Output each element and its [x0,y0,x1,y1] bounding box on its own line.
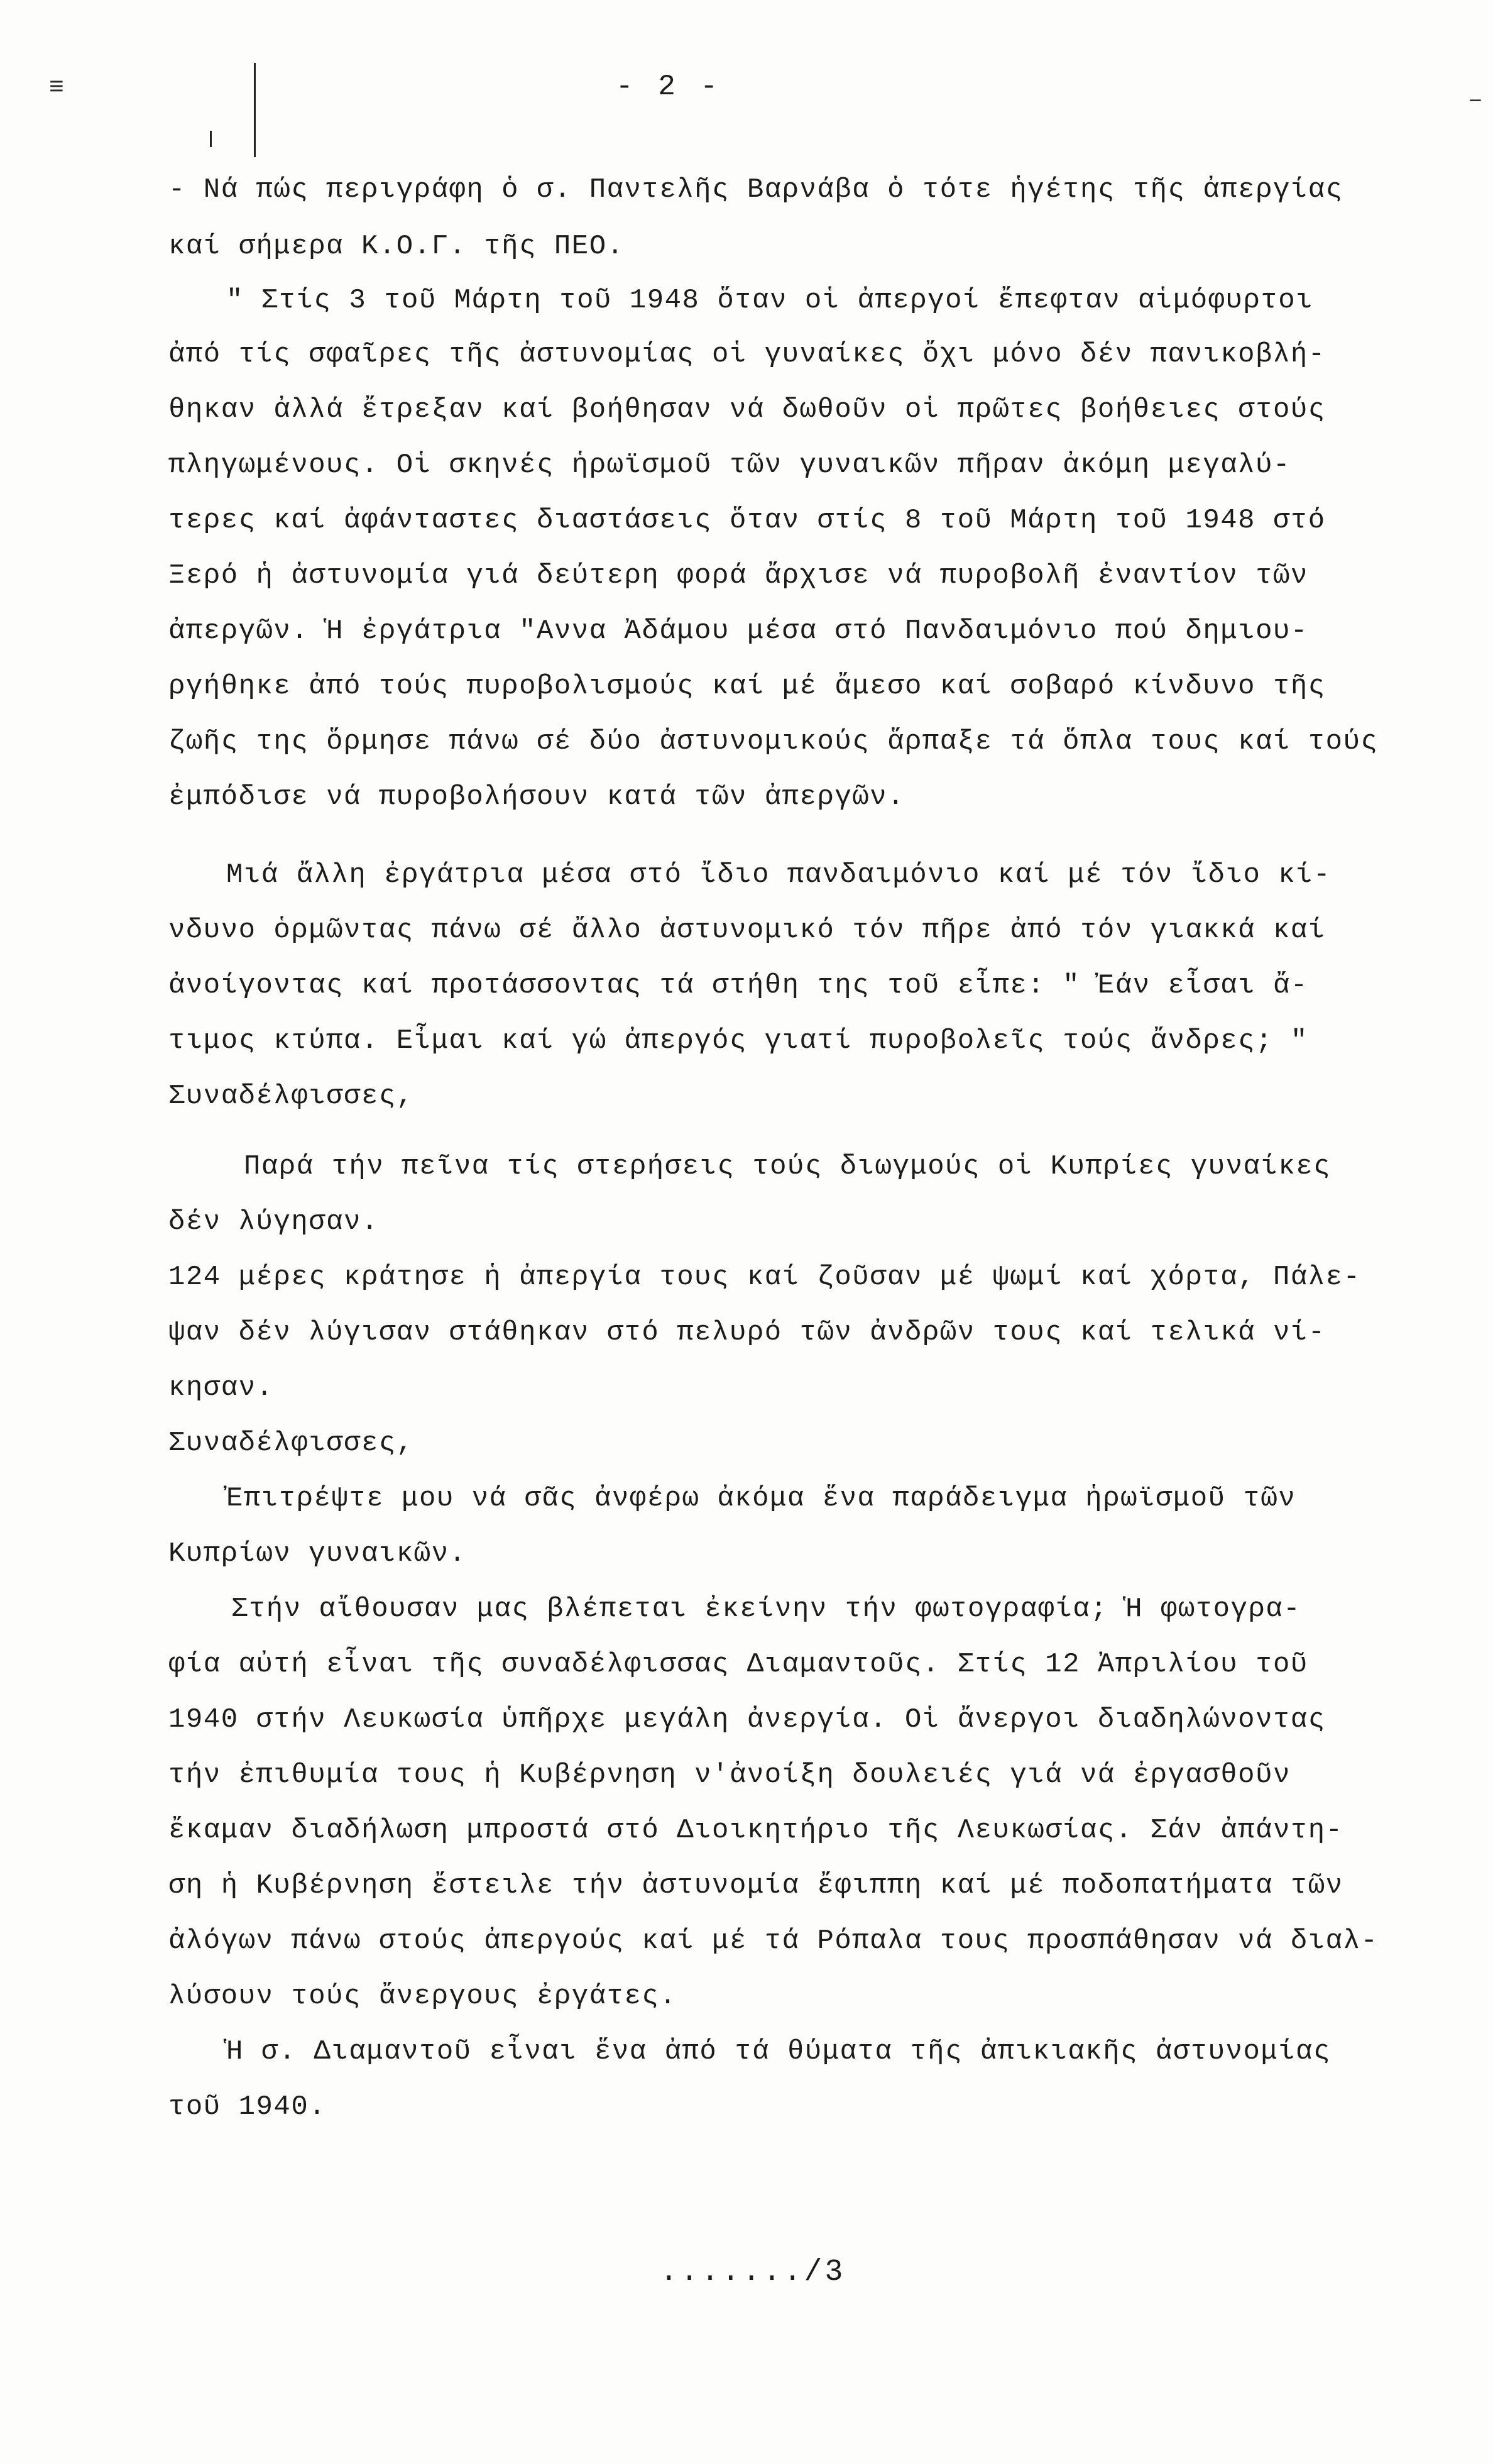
text-line: Ξερό ἡ ἀστυνομία γιά δεύτερη φορά ἄρχισε νά πυροβολῆ ἐναντίον τῶν [168,560,1308,591]
text-line: ἀλόγων πάνω στούς ἀπεργούς καί μέ τά Ρόπαλα τους προσπάθησαν νά διαλ- [168,1925,1379,1957]
margin-mark-top-left: ≡ [49,74,65,102]
text-line: τοῦ 1940. [168,2091,327,2123]
text-line: ζωῆς της ὅρμησε πάνω σέ δύο ἀστυνομικούς ἅρπαξε τά ὅπλα τους καί τούς [168,726,1379,757]
text-line: ἀνοίγοντας καί προτάσσοντας τά στήθη της τοῦ εἶπε: " Ἐάν εἶσαι ἄ- [168,970,1308,1001]
text-line: Συναδέλφισσες, [168,1081,414,1112]
text-line: ἐμπόδισε νά πυροβολήσουν κατά τῶν ἀπεργῶν. [168,781,905,813]
text-line: τήν ἐπιθυμία τους ἡ Κυβέρνηση ν'ἀνοίξη δουλειές γιά νά ἐργασθοῦν [168,1759,1291,1791]
text-line: Κυπρίων γυναικῶν. [168,1538,467,1570]
text-line: λύσουν τούς ἄνεργους ἐργάτες. [168,1981,677,2012]
text-line: Ἐπιτρέψτε μου νά σᾶς ἀνφέρω ἀκόμα ἕνα παράδειγμα ἡρωϊσμοῦ τῶν [226,1483,1296,1514]
text-line: τιμος κτύπα. Εἶμαι καί γώ ἀπεργός γιατί πυροβολεῖς τούς ἄνδρες; " [168,1025,1308,1057]
continuation-marker: ......./3 [660,2255,846,2289]
text-line: θηκαν ἀλλά ἔτρεξαν καί βοήθησαν νά δωθοῦν οἱ πρῶτες βοήθειες στούς [168,394,1326,426]
text-line: δέν λύγησαν. [168,1206,379,1238]
text-line: πληγωμένους. Οἱ σκηνές ἡρωϊσμοῦ τῶν γυναικῶν πῆραν ἀκόμη μεγαλύ- [168,449,1291,481]
text-line: ση ἡ Κυβέρνηση ἔστειλε τήν ἀστυνομία ἔφιππη καί μέ ποδοπατήματα τῶν [168,1870,1343,1901]
text-line: ργήθηκε ἀπό τούς πυροβολισμούς καί μέ ἄμεσο καί σοβαρό κίνδυνο τῆς [168,671,1326,702]
text-line: Συναδέλφισσες, [168,1427,414,1459]
margin-rule [254,63,256,157]
text-line: Μιά ἄλλη ἐργάτρια μέσα στό ἴδιο πανδαιμόνιο καί μέ τόν ἴδιο κί- [226,859,1331,891]
text-line: ἔκαμαν διαδήλωση μπροστά στό Διοικητήριο τῆς Λευκωσίας. Σάν ἀπάντη- [168,1815,1343,1846]
text-line: 124 μέρες κράτησε ἡ ἀπεργία τους καί ζοῦσαν μέ ψωμί καί χόρτα, Πάλε- [168,1262,1361,1293]
text-line: κησαν. [168,1372,274,1404]
text-line: ἀπεργῶν. Ἡ ἐργάτρια "Αννα Ἀδάμου μέσα στό Πανδαιμόνιο πού δημιου- [168,615,1308,647]
text-line: καί σήμερα Κ.Ο.Γ. τῆς ΠΕΟ. [168,231,625,262]
text-line: νδυνο ὁρμῶντας πάνω σέ ἄλλο ἀστυνομικό τόν πῆρε ἀπό τόν γιακκά καί [168,915,1326,946]
text-line: φία αὐτή εἶναι τῆς συναδέλφισσας Διαμαντοῦς. Στίς 12 Ἀπριλίου τοῦ [168,1649,1308,1680]
page-number: - 2 - [616,70,722,103]
text-line: ἀπό τίς σφαῖρες τῆς ἀστυνομίας οἱ γυναίκες ὄχι μόνο δέν πανικοβλή- [168,339,1326,370]
text-line: Στήν αἴθουσαν μας βλέπεται ἐκείνην τήν φωτογραφία; Ἡ φωτογρα- [231,1593,1301,1625]
text-line: " Στίς 3 τοῦ Μάρτη τοῦ 1948 ὅταν οἱ ἀπεργοί ἔπεφταν αἱμόφυρτοι [226,285,1314,316]
margin-mark-top-right: – [1468,87,1484,115]
text-line: - Νά πώς περιγράφη ὁ σ. Παντελῆς Βαρνάβα ὁ τότε ἡγέτης τῆς ἀπεργίας [168,174,1343,206]
text-line: 1940 στήν Λευκωσία ὑπῆρχε μεγάλη ἀνεργία. Οἱ ἄνεργοι διαδηλώνοντας [168,1704,1326,1735]
text-line: Παρά τήν πεῖνα τίς στερήσεις τούς διωγμούς οἱ Κυπρίες γυναίκες [244,1151,1332,1182]
text-line: Ἡ σ. Διαμαντοῦ εἶναι ἕνα ἀπό τά θύματα τῆς ἀπικιακῆς ἀστυνομίας [226,2036,1331,2067]
margin-rule-short [210,131,212,147]
text-line: ψαν δέν λύγισαν στάθηκαν στό πελυρό τῶν ἀνδρῶν τους καί τελικά νί- [168,1317,1326,1348]
text-line: τερες καί ἀφάνταστες διαστάσεις ὅταν στίς 8 τοῦ Μάρτη τοῦ 1948 στό [168,505,1326,536]
